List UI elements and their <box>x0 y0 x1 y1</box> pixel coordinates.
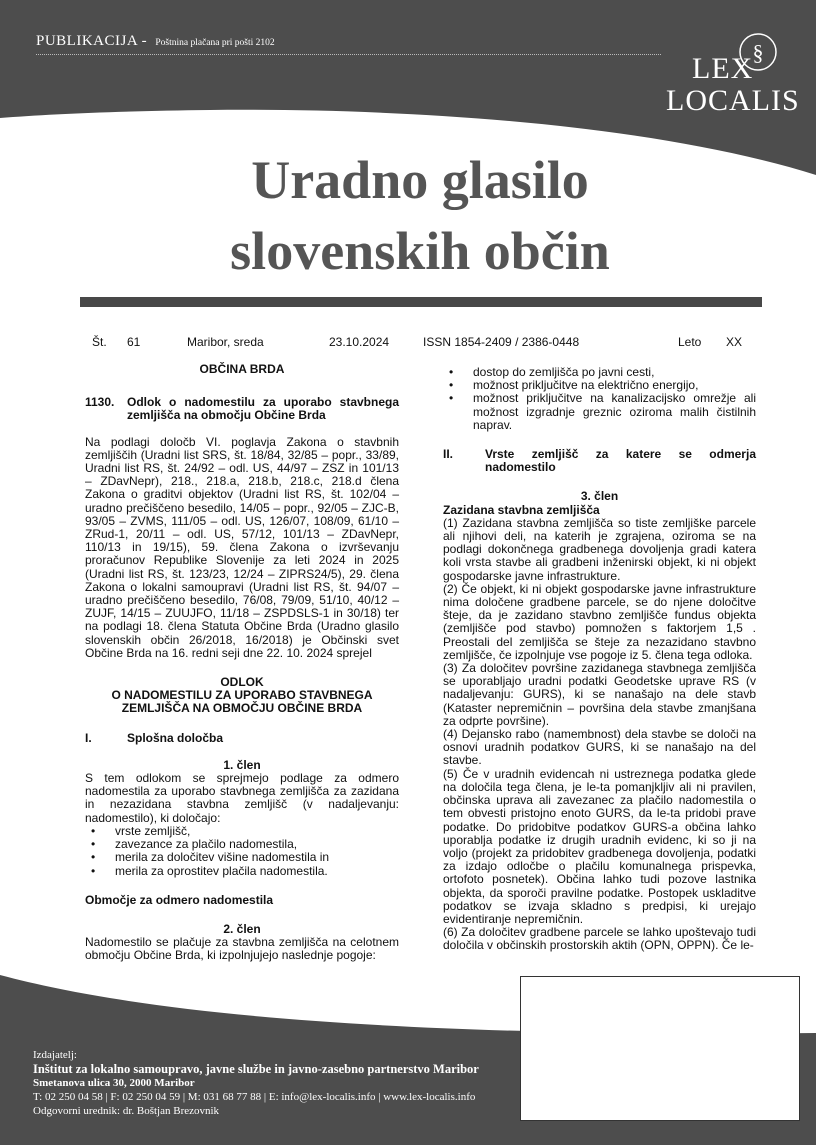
footer-publisher-info <box>33 1048 523 1118</box>
municipality-heading: OBČINA BRDA <box>199 362 285 376</box>
column-left <box>85 363 399 963</box>
list-item: • zavezance za plačilo nadomestila, <box>115 838 399 851</box>
odlok-subheading-2: ZEMLJIŠČA NA OBMOČJU OBČINE BRDA <box>121 701 363 716</box>
section1-number: I. <box>85 730 92 745</box>
act-number: 1130. <box>85 395 115 410</box>
issue-number: 61 <box>127 335 141 349</box>
page-title-line2: slovenskih občin <box>230 221 610 281</box>
list-item: • merila za določitev višine nadomestila in <box>115 851 399 864</box>
publication-subtitle: Poštnina plačana pri pošti 2102 <box>155 38 275 48</box>
issue-leto-label: Leto <box>678 335 702 349</box>
clen1-heading: 1. člen <box>223 757 261 772</box>
clen3-para3: (3) Za določitev površine zazidanega stavbnega zemljišča se uporabljajo uradni podatki Geodetske uprave RS (v nadaljevanju: GURS), ki se nanašajo na dele stavb (Kataster nepremičnin – površina dela stavbe zmanjšana za odprte površine). <box>443 661 756 728</box>
column-right <box>443 366 756 953</box>
clen3-para2: (2) Če objekt, ki ni objekt gospodarske javne infrastrukture nima določene gradbene parcele, se do njene določitve šteje, da je zazidano stavbno zemljišče fundus objekta (zemljišče pod stavbo) pomnožen s faktorjem 1,5 . Preostali del zemljišča se šteje za nezazidano stavbno zemljišče, če izpolnjuje vse pogoje iz 5. člena tega odloka. <box>443 581 756 662</box>
section1-title: Splošna določba <box>127 730 224 745</box>
issue-place-day: Maribor, sreda <box>187 335 264 349</box>
list-item: • dostop do zemljišča po javni cesti, <box>473 366 756 379</box>
clen1-text: S tem odlokom se sprejmejo podlage za odmero nadomestila za uporabo stavbnega zemljišča za zazidana in nezazidana stavbna zemljišč (v nadaljevanju: nadomestilo), ki določajo: <box>85 771 399 825</box>
header-dotted-line <box>36 54 661 55</box>
section2-number: II. <box>443 447 454 462</box>
title-rule <box>80 297 762 307</box>
list-item: • merila za oprostitev plačila nadomestila. <box>115 865 399 878</box>
list-item: • možnost priključitve na kanalizacijsko omrežje ali možnost izgradnje greznic oziroma malih čistilnih naprav. <box>473 392 756 432</box>
list-item: • vrste zemljišč, <box>115 825 399 838</box>
clen3-para6: (6) Za določitev gradbene parcele se lahko upoštevajo tudi določila v občinskih prostorskih aktih (OPN, OPPN). Če le- <box>443 925 756 953</box>
clen3-heading: 3. člen <box>580 489 619 504</box>
list-item: • možnost priključitve na električno energijo, <box>473 379 756 392</box>
section1-heading <box>85 732 399 745</box>
issue-issn: ISSN 1854-2409 / 2386-0448 <box>423 335 580 349</box>
section2-heading <box>443 448 756 474</box>
odlok-heading: ODLOK <box>220 675 264 690</box>
responsible-editor: Odgovorni urednik: dr. Boštjan Brezovnik <box>33 1105 220 1117</box>
clen3-para4: (4) Dejansko rabo (namembnost) dela stavbe se določi na osnovi uradnih podatkov GURS, ki se nanašajo na del stavbe. <box>443 727 756 768</box>
publication-title: PUBLIKACIJA <box>36 33 138 49</box>
publisher-address: Smetanova ulica 30, 2000 Maribor <box>33 1077 195 1089</box>
clen2-text: Nadomestilo se plačuje za stavbna zemljišča na celotnem območju Občine Brda, ki izpolnjujejo naslednje pogoje: <box>85 935 399 963</box>
act-heading <box>85 396 399 422</box>
logo-lex: LEX <box>692 52 754 85</box>
issue-leto: XX <box>726 335 743 349</box>
logo-localis: LOCALIS <box>666 84 800 117</box>
clen3-para1: (1) Zazidana stavbna zemljišča so tiste zemljiške parcele ali njihovi deli, na katerih je zgrajena, oziroma se na podlagi dokončnega gradbenega dovoljenja gradi katera koli vrsta stavbe ali gradbeni inženirski objekt, ki ni objekt gospodarske javne infrastrukture. <box>443 515 756 583</box>
clen1-list <box>85 825 399 878</box>
issue-st-label: Št. <box>92 335 107 349</box>
publisher-label: Izdajatelj: <box>33 1049 77 1061</box>
obmocje-heading: Območje za odmero nadomestila <box>85 892 274 907</box>
publisher-contacts: T: 02 250 04 58 | F: 02 250 04 59 | M: 031 68 77 88 | E: info@lex-localis.info | www.lex-localis.info <box>33 1091 476 1103</box>
clen2-heading: 2. člen <box>223 921 261 936</box>
publisher-name: Inštitut za lokalno samoupravo, javne službe in javno-zasebno partnerstvo Maribor <box>33 1062 479 1076</box>
odlok-subheading-1: O NADOMESTILU ZA UPORABO STAVBNEGA <box>111 688 373 703</box>
clen2-list <box>443 366 756 432</box>
clen3-subheading: Zazidana stavbna zemljišča <box>443 502 600 517</box>
issue-date: 23.10.2024 <box>329 335 390 349</box>
act-title: Odlok o nadomestilu za uporabo stavbnega zemljišča na območju Občine Brda <box>127 395 399 423</box>
preamble-text: Na podlagi določb VI. poglavja Zakona o stavbnih zemljiščih (Uradni list SRS, št. 18/84, 32/85 – popr., 33/89, Uradni list RS, št. 24/92 – odl. US, 44/97 – ZSZ in 101/13 – ZDavNepr), 218., 218.a, 218.b, 218.c, 218.d člena Zakona o graditvi objektov (Uradni list RS, št. 102/04 – uradno prečiščeno besedilo, 14/05 – popr., 92/05 – ZJC-B, 93/05 – ZVMS, 111/05 – odl. US, 126/07, 108/09, 61/10 – ZRud-1, 20/11 – odl. US, 57/12, 101/13 – ZDavNepr, 110/13 in 19/15), 59. člena Zakona o izvrševanju proračunov Republike Slovenije za leti 2024 in 2025 (Uradni list RS, št. 123/23, 12/24 – ZIPRS24/5), 29. člena Zakona o lokalni samoupravi (Uradni list RS, št. 94/07 – uradno prečiščeno besedilo, 76/08, 79/09, 51/10, 40/12 – ZUJF, 14/15 – ZUUJFO, 11/18 – ZSPDSLS-1 in 30/18) ter na podlagi 18. člena Statuta Občine Brda (Uradno glasilo slovenskih občin 26/2018, 16/2018) je Občinski svet Občine Brda na 16. redni seji dne 22. 10. 2024 sprejel <box>85 434 399 660</box>
clen3-para5: (5) Če v uradnih evidencah ni ustreznega podatka glede na določila tega člena, je le-ta pomanjkljiv ali ni pravilen, občinska uprava ali zavezanec za plačilo nadomestila o tem obvesti pristojno enoto GURS, da le-ta pridobi prave podatke. Do pridobitve podatkov GURS-a občina lahko uporablja podatke iz drugih uradnih evidenc, ki so ji na voljo (projekt za pridobitev gradbenega dovoljenja, podatki za izdajo odločbe o plačilu komunalnega prispevka, ortofoto posnetek). Občina lahko tudi pozove lastnika objekta, da sporoči pravilne podatke. Postopek uskladitve podatkov se izvaja skladno s predpisi, ki urejajo evidentiranje nepremičnin. <box>443 766 756 926</box>
section2-title: Vrste zemljišč za katere se odmerja nadomestilo <box>485 447 756 475</box>
publication-label: PUBLIKACIJA - Poštnina plačana pri pošti 2102 <box>36 33 275 49</box>
lex-localis-logo <box>660 32 800 122</box>
page-title-line1: Uradno glasilo <box>251 150 589 210</box>
section-sign-icon: § <box>752 40 764 65</box>
blank-box <box>520 976 800 1121</box>
